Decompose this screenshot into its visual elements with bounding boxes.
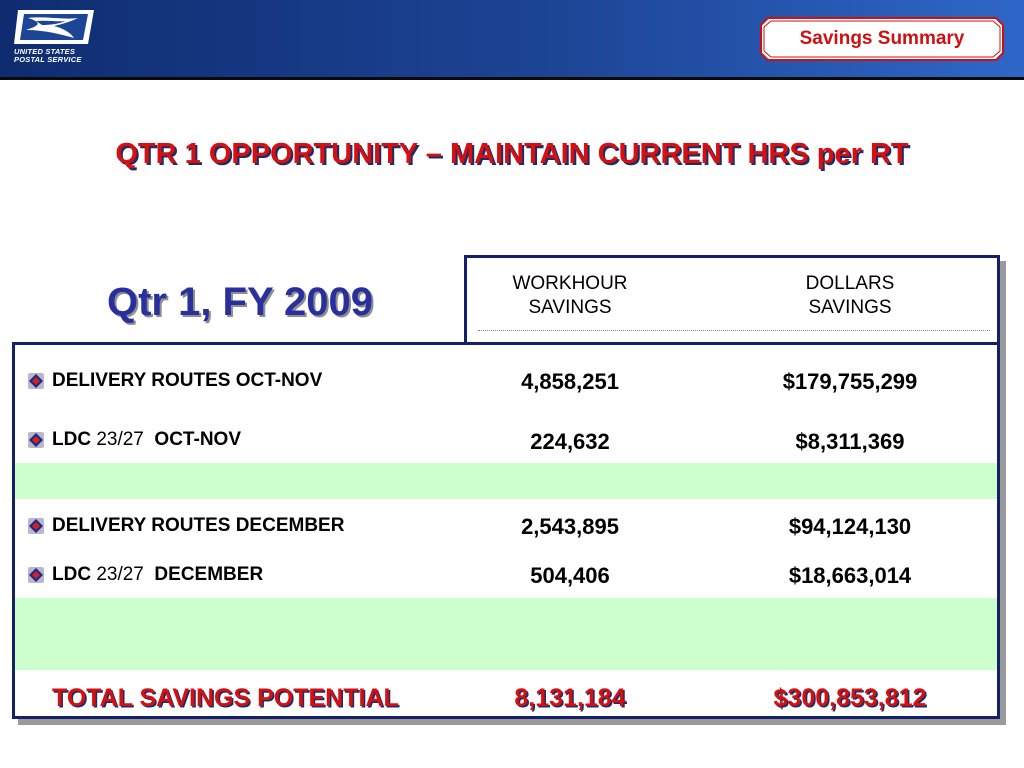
row-label: DELIVERY ROUTES DECEMBER (52, 515, 345, 536)
column-header-line: SAVINGS (808, 297, 892, 318)
workhour-value: 2,543,895 (521, 514, 619, 539)
total-dollars-value: $300,853,812 (773, 684, 927, 712)
row-label-suffix: DECEMBER (143, 564, 264, 585)
dollars-value: $179,755,299 (782, 369, 918, 394)
page-headline: QTR 1 OPPORTUNITY – MAINTAIN CURRENT HRS per RT (115, 138, 909, 170)
diamond-bullet-icon (27, 517, 45, 535)
diamond-bullet-icon (27, 372, 45, 390)
column-header-line: SAVINGS (528, 297, 612, 318)
total-label: TOTAL SAVINGS POTENTIAL (52, 684, 399, 712)
header-divider (0, 77, 1024, 80)
logo-wordmark (14, 48, 96, 64)
usps-logo (14, 8, 96, 68)
diamond-bullet-icon (27, 566, 45, 584)
dollars-value: $8,311,369 (795, 429, 905, 454)
row-label (52, 564, 263, 586)
column-header-line: WORKHOUR (512, 273, 628, 294)
dollars-value: $94,124,130 (788, 514, 912, 539)
section-badge: Savings Summary (799, 28, 965, 49)
logo-line-2: POSTAL SERVICE (14, 55, 82, 64)
column-header-dollars (760, 272, 940, 320)
row-label-ldc: 23/27 (96, 564, 144, 585)
workhour-value: 224,632 (530, 429, 610, 454)
diamond-bullet-icon (27, 431, 45, 449)
workhour-value: 4,858,251 (521, 369, 619, 394)
row-label-prefix: LDC (52, 429, 97, 450)
row-label (52, 429, 241, 451)
logo-line-1: UNITED STATES (14, 47, 76, 56)
column-header-workhour (480, 272, 660, 320)
row-label: DELIVERY ROUTES OCT-NOV (52, 370, 323, 391)
highlight-band (15, 463, 997, 499)
eagle-icon (14, 8, 96, 46)
row-label-prefix: LDC (52, 564, 97, 585)
workhour-value: 504,406 (530, 563, 610, 588)
header-divider-dotted (478, 330, 990, 331)
row-label-suffix: OCT-NOV (143, 429, 241, 450)
row-label-ldc: 23/27 (96, 429, 144, 450)
column-header-line: DOLLARS (805, 273, 895, 294)
total-workhour-value: 8,131,184 (514, 684, 626, 712)
period-title: Qtr 1, FY 2009 (106, 280, 374, 324)
dollars-value: $18,663,014 (788, 563, 912, 588)
highlight-band (15, 598, 997, 670)
